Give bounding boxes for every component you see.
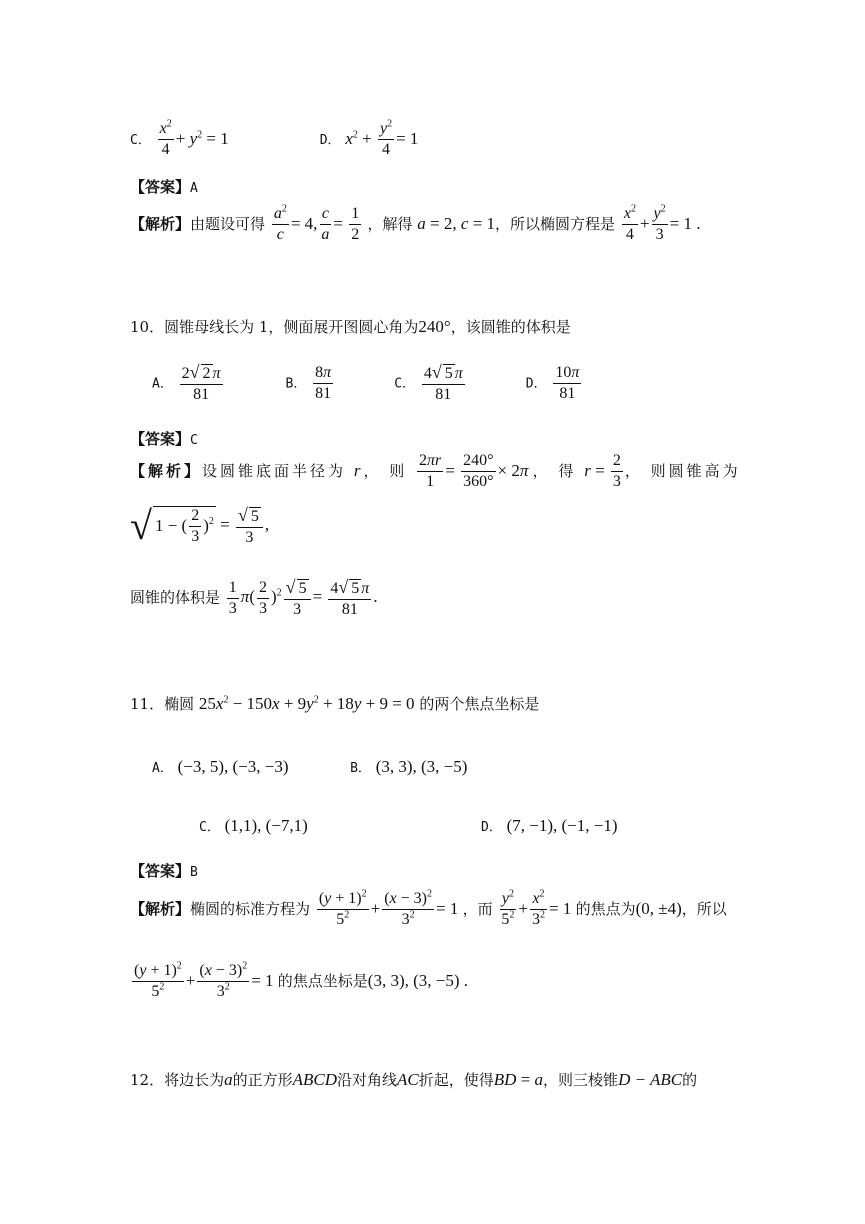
- q9-answer-value: A: [190, 181, 198, 196]
- q9-options-row: [130, 120, 418, 160]
- q10-option-b-label: B．: [285, 376, 307, 392]
- q12-side-symbol: a: [224, 1070, 233, 1089]
- q10-stem-text1: 圆锥母线长为 1，侧面展开图圆心角为: [164, 318, 419, 336]
- q11-analysis-prefix: 【解析】: [130, 899, 191, 918]
- q10-analysis-text4: ， 则圆锥高为: [624, 461, 741, 480]
- q11-option-d-label: D．: [481, 820, 502, 835]
- q11-stem-text2: 的两个焦点坐标是: [419, 695, 540, 713]
- q10-radius-symbol: r: [353, 460, 364, 480]
- q11-number: 11．: [130, 695, 165, 713]
- q9-option-c-label: C．: [130, 132, 151, 148]
- q11-result-value: (3, 3), (3, −5): [367, 970, 460, 990]
- q10-volume-text: 圆锥的体积是: [130, 588, 221, 607]
- q12-stem: [130, 1069, 697, 1090]
- q11-answer-value: B: [190, 865, 198, 880]
- q10-analysis-prefix: 【解析】: [130, 461, 203, 480]
- q11-analysis-formula3: $\frac{(y + 1)^2}{5^2}$ + $\frac{(x - 3)^2}{3^2}$ = 1: [134, 960, 278, 1001]
- q12-diagonal-name: AC: [397, 1070, 419, 1089]
- q9-analysis-text1: 由题设可得: [190, 214, 266, 233]
- q11-option-b-value: (3, 3), (3, −5): [375, 757, 468, 776]
- q12-stem-text3: 沿对角线: [337, 1071, 398, 1089]
- q10-number: 10．: [130, 318, 165, 336]
- q11-options-row2-d: [481, 816, 618, 836]
- q10-option-d-formula: $\frac{10\pi}{81}$: [555, 363, 580, 402]
- q9-option-d-formula: $x^2$ + $\frac{y^2}{4}$ = 1: [345, 118, 419, 159]
- q11-option-b-label: B．: [350, 761, 371, 776]
- q10-analysis-text3: ， 得: [532, 461, 577, 480]
- q11-stem-equation: $25x^2 - 150x + 9y^2 + 18y + 9 = 0$: [198, 694, 415, 713]
- q12-condition: BD = a: [493, 1070, 544, 1089]
- q9-analysis-formula2: a = 2, c = 1: [417, 213, 496, 233]
- q11-focus-value: (0, ±4): [635, 898, 682, 918]
- q10-answer-value: C: [190, 433, 198, 448]
- q11-analysis-text3: 的焦点为: [575, 899, 636, 918]
- q11-stem: [130, 693, 539, 714]
- q10-analysis-text1: 设圆锥底面半径为: [202, 461, 347, 480]
- q10-option-d-label: D．: [525, 376, 547, 392]
- q10-option-a-label: A．: [152, 376, 173, 392]
- q9-analysis-text2: ，解得: [367, 214, 413, 233]
- q11-options-row2: [199, 816, 308, 836]
- q9-option-d-label: D．: [319, 132, 341, 148]
- q9-analysis: [130, 205, 700, 245]
- q10-height-formula: √ 1 − ( $\frac{2}{3}$ )$^2$ = $\frac{√ 5}{3}$ ,: [130, 503, 270, 549]
- q11-analysis-text1: 椭圆的标准方程为: [190, 899, 311, 918]
- q11-analysis: [130, 890, 727, 930]
- q10-analysis: [130, 452, 741, 492]
- q12-stem-text1: 将边长为: [164, 1071, 225, 1089]
- q10-option-c-label: C．: [394, 376, 416, 392]
- q10-analysis-formula1: $\frac{2\pi r}{1}$ = $\frac{240^\circ}{360^\circ}$ × 2π: [419, 452, 529, 491]
- q9-answer: [130, 176, 198, 197]
- q12-square-name: ABCD: [292, 1070, 338, 1089]
- q11-analysis-text5: 的焦点坐标是: [277, 971, 368, 990]
- q9-analysis-formula3: $\frac{x^2}{4}$ + $\frac{y^2}{3}$ = 1 .: [623, 203, 701, 244]
- q11-answer-prefix: 【答案】: [130, 862, 191, 880]
- q10-option-a-formula: $\frac{2√ 2 \pi}{81}$: [181, 362, 221, 404]
- q11-option-c-value: (1,1), (−7,1): [224, 816, 308, 835]
- q10-option-c-formula: $\frac{4√ 5 \pi}{81}$: [423, 362, 463, 404]
- q12-stem-text4: 折起，使得: [418, 1071, 494, 1089]
- q11-option-a-label: A．: [152, 761, 173, 776]
- q12-number: 12．: [130, 1071, 165, 1089]
- q11-analysis-line2: $\frac{(y + 1)^2}{5^2}$ + $\frac{(x - 3)^2}{3^2}$ = 1 的焦点坐标是(3, 3), (3, −5) .: [130, 962, 468, 1002]
- q12-stem-text2: 的正方形: [232, 1071, 293, 1089]
- q10-answer: [130, 428, 198, 449]
- q12-pyramid-name: D − ABC: [618, 1070, 683, 1089]
- q10-stem: [130, 316, 571, 337]
- q11-analysis-formula2: $\frac{y^2}{5^2}$ + $\frac{x^2}{3^2}$ = 1: [501, 888, 576, 929]
- q11-option-d-value: (7, −1), (−1, −1): [506, 816, 618, 835]
- q10-volume: [130, 577, 378, 620]
- q11-option-a-value: (−3, 5), (−3, −3): [177, 757, 289, 776]
- q9-analysis-formula1: $\frac{a^2}{c}$ = 4, $\frac{c}{a}$ = $\frac{1}{2}$: [273, 203, 360, 244]
- q10-options-row: [152, 362, 583, 405]
- q11-option-c-label: C．: [199, 820, 220, 835]
- q10-analysis-text2: ， 则: [363, 461, 408, 480]
- q10-stem-text2: ，该圆锥的体积是: [450, 318, 571, 336]
- q11-analysis-text2: ，而: [462, 899, 493, 918]
- q9-answer-prefix: 【答案】: [130, 178, 191, 196]
- q11-analysis-formula1: $\frac{(y + 1)^2}{5^2}$ + $\frac{(x - 3)^2}{3^2}$ = 1: [318, 888, 463, 929]
- q10-stem-angle: 240°: [418, 317, 451, 336]
- q12-stem-text6: 的: [682, 1071, 698, 1089]
- q12-stem-text5: ，则三棱锥: [543, 1071, 619, 1089]
- q11-analysis-text4: ，所以: [681, 899, 727, 918]
- q10-answer-prefix: 【答案】: [130, 430, 191, 448]
- q10-option-b-formula: $\frac{8\pi}{81}$: [315, 363, 332, 402]
- q11-stem-text1: 椭圆: [164, 695, 195, 713]
- q9-analysis-text3: ，所以椭圆方程是: [495, 214, 616, 233]
- q10-analysis-formula2: r = $\frac{2}{3}$: [584, 452, 621, 491]
- q9-analysis-prefix: 【解析】: [130, 214, 191, 233]
- q9-option-c-formula: $\frac{x^2}{4}$ + $y^2 = 1$: [159, 118, 233, 159]
- q11-options-row1: [152, 757, 467, 777]
- q11-answer: [130, 860, 198, 881]
- q10-volume-formula: $\frac{1}{3}$ π( $\frac{2}{3}$ )$^2$ $\frac{√ 5}{3}$ = $\frac{4√ 5 \pi}{81}$ .: [228, 577, 378, 619]
